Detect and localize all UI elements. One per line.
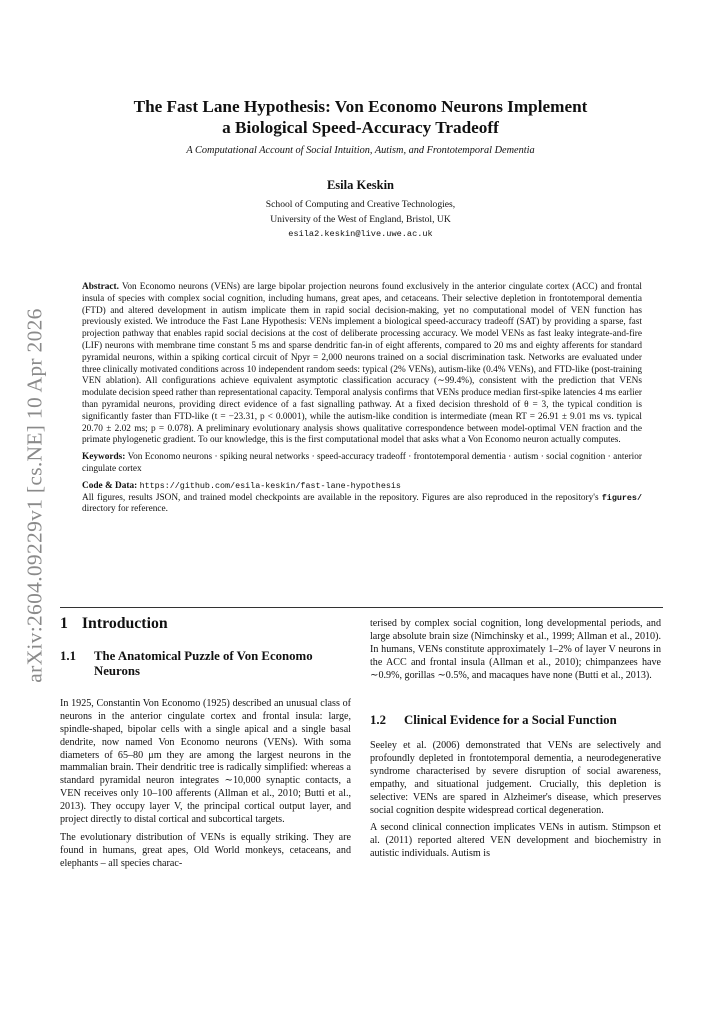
- body-paragraph: In 1925, Constantin Von Economo (1925) described an unusual class of neurons in the anterior cingulate cortex and frontal insula: large, spindle-shaped, bipolar cells with a single apical and a single basal dendrite, now named Von Economo neurons (VENs). With soma diameters of 65–80 μm they are among the largest neurons in the mammalian brain. Their dendritic tree is radically simplified: whereas a standard pyramidal neuron integrates ∼10,000 synaptic contacts, a VEN receives only 10–100 afferents (Allman et al., 2010; Butti et al., 2013). They occupy layer V, the principal cortical output layer, and project directly to distal cortical and subcortical targets.: [60, 697, 351, 826]
- subsection-number: 1.1: [60, 648, 76, 663]
- author-name: Esila Keskin: [326, 178, 395, 192]
- repository-link[interactable]: https://github.com/esila-keskin/fast-lane-hypothesis: [139, 480, 401, 491]
- author-email[interactable]: esila2.keskin@live.uwe.ac.uk: [288, 229, 433, 239]
- arxiv-identifier-stamp: [6, 295, 64, 695]
- paper-title: [60, 96, 661, 138]
- body-paragraph: The evolutionary distribution of VENs is equally striking. They are found in humans, great apes, Old World monkeys, cetaceans, and elephants – all species charac-: [60, 831, 351, 869]
- right-column: [370, 618, 661, 861]
- left-column: [60, 615, 351, 871]
- section-heading-introduction: [60, 615, 351, 632]
- body-paragraph: A second clinical connection implicates VENs in autism. Stimpson et al. (2011) reported altered VEN development and biochemistry in autistic individuals. Autism is: [370, 822, 661, 860]
- keywords-paragraph: [82, 452, 642, 476]
- abstract-block: [82, 282, 642, 516]
- subsection-heading-clinical-evidence: [370, 713, 661, 729]
- subsection-heading-anatomical-puzzle: [60, 649, 351, 680]
- subsection-title: The Anatomical Puzzle of Von Economo Neurons: [94, 648, 313, 679]
- paper-subtitle: A Computational Account of Social Intuition, Autism, and Frontotemporal Dementia: [186, 145, 535, 156]
- abstract-paragraph: [82, 282, 642, 447]
- body-paragraph: Seeley et al. (2006) demonstrated that VENs are selectively and profoundly depleted in frontotemporal dementia, a neurodegenerative syndrome characterised by severe disruption of social awareness, empathy, and situational judgement. Crucially, this depletion is selective: VENs are spared in Alzheimer's disease, which preserves social cognition despite widespread cortical degeneration.: [370, 740, 661, 816]
- section-number: 1: [60, 615, 68, 632]
- arxiv-identifier-text: arXiv:2604.09229v1 [cs.NE] 10 Apr 2026: [22, 307, 47, 683]
- affiliation-line: School of Computing and Creative Technologies,: [265, 199, 456, 210]
- code-note-text: All figures, results JSON, and trained model checkpoints are available in the repository. Figures are also reproduced in the repository's: [82, 492, 599, 503]
- keywords-text: Von Economo neurons · spiking neural networks · speed-accuracy tradeoff · frontotemporal dementia · autism · social cognition · anterior cingulate cortex: [82, 452, 642, 474]
- author-affiliation: [60, 198, 661, 242]
- title-line: The Fast Lane Hypothesis: Von Economo Neurons Implement: [133, 97, 588, 116]
- keywords-label: Keywords:: [82, 452, 126, 463]
- subsection-title: Clinical Evidence for a Social Function: [404, 712, 617, 727]
- code-data-label: Code & Data:: [82, 480, 138, 491]
- subsection-number: 1.2: [370, 712, 386, 727]
- affiliation-line: University of the West of England, Bristol, UK: [270, 213, 451, 225]
- abstract-label: Abstract.: [82, 282, 119, 292]
- section-title: Introduction: [81, 615, 168, 632]
- body-paragraph: terised by complex social cognition, long developmental periods, and large absolute brain size (Nimchinsky et al., 1999; Allman et al., 2010). In humans, VENs constitute approximately 1–2% of layer V neurons in the ACC and frontal insula (Allman et al., 2010); chimpanzees have ∼0.9%, gorillas ∼0.5%, and macaques have none (Butti et al., 2013).: [370, 618, 661, 681]
- abstract-text: Von Economo neurons (VENs) are large bipolar projection neurons found exclusively in the anterior cingulate cortex (ACC) and frontal insula of species with complex social cognition, including humans, great apes, and cetaceans. Their selective depletion in frontotemporal dementia (FTD) and altered development in autism implicate them in rapid social decision-making, yet no computational model of VEN function has previously existed. We introduce the Fast Lane Hypothesis: VENs implement a biological speed-accuracy tradeoff (SAT) by providing a sparse, fast projection pathway that enables rapid social decisions at the cost of deliberate processing accuracy. We model VENs as fast leaky integrate-and-fire (LIF) neurons with membrane time constant 5 ms and sparse dendritic fan-in of eight afferents, compared to 20 ms and eighty afferents for standard pyramidal neurons, within a spiking cortical circuit of Npyr = 2,000 neurons trained on a social discrimination task. Networks are evaluated under three clinically motivated conditions across 10 independent random seeds: typical (2% VENs), autism-like (0.4% VENs), and FTD-like (post-training VEN ablation). All configurations achieve equivalent asymptotic classification accuracy (∼99.4%), consistent with the prediction that VENs modulate decision speed rather than representational capacity. Temporal analysis confirms that VENs produce median first-spike latencies 4 ms earlier than pyramidal neurons, providing direct evidence of a fast signalling pathway. At a fixed decision threshold of θ = 3, the typical condition is significantly faster than FTD-like (t = −23.31, p < 0.0001), while the autism-like condition is intermediate (mean RT = 26.91 ± 9.01 ms vs. typical 20.70 ± 2.02 ms; p = 0.078). A preliminary evolutionary analysis shows qualitative correspondence between model-optimal VEN fraction and the primate phylogenetic gradient. To our knowledge, this is the first computational model that asks what a Von Economo neuron actually computes.: [82, 282, 642, 446]
- code-data-paragraph: [82, 481, 642, 516]
- section-divider: [60, 607, 663, 608]
- title-line: a Biological Speed-Accuracy Tradeoff: [222, 118, 499, 137]
- figures-directory: figures/: [601, 492, 642, 503]
- code-note-tail: directory for reference.: [82, 504, 168, 515]
